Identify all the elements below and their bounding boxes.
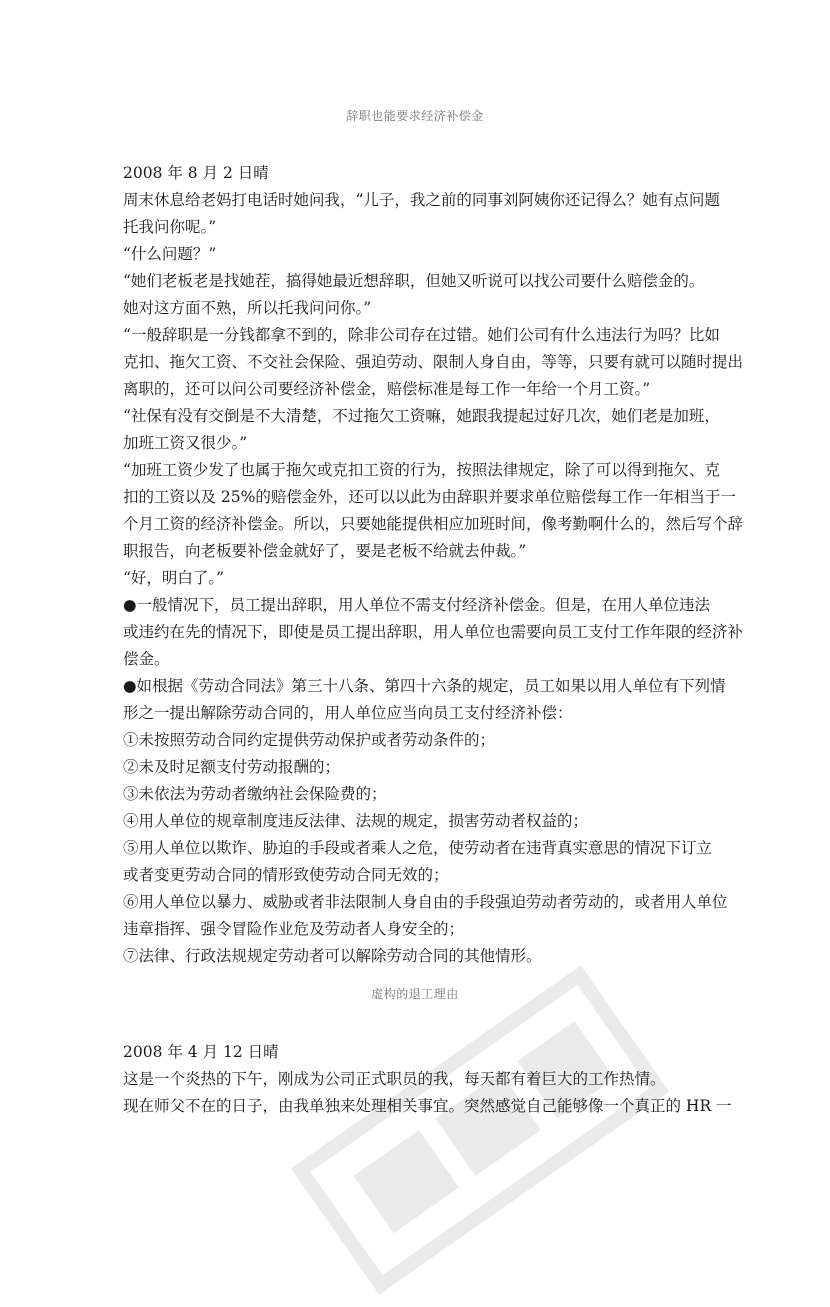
body-paragraph: 现在师父不在的日子，由我单独来处理相关事宜。突然感觉自己能够像一个真正的 HR 一 bbox=[123, 1097, 732, 1115]
entry-date: 2008 年 4 月 12 日晴 bbox=[123, 1043, 279, 1061]
list-item: ③未依法为劳动者缴纳社会保险费的； bbox=[123, 785, 387, 803]
dialogue-paragraph: 周末休息给老妈打电话时她问我，“儿子，我之前的同事刘阿姨你还记得么？她有点问题 托我问你呢。” bbox=[123, 191, 720, 236]
dialogue-paragraph: “一般辞职是一分钱都拿不到的，除非公司存在过错。她们公司有什么违法行为吗？比如 克扣、拖欠工资、不交社会保险、强迫劳动、限制人身自由，等等，只要有就可以随时提出 离职的，还可以问公司要经济补偿金，赔偿标准是每工作一年给一个月工资。” bbox=[123, 326, 744, 398]
list-item: ①未按照劳动合同约定提供劳动保护或者劳动条件的； bbox=[123, 731, 496, 749]
bullet-paragraph: ●一般情况下，员工提出辞职，用人单位不需支付经济补偿金。但是，在用人单位违法 或违约在先的情况下，即使是员工提出辞职，用人单位也需要向员工支付工作年限的经济补 偿金。 bbox=[123, 596, 744, 668]
dialogue-paragraph: “什么问题？” bbox=[123, 245, 217, 263]
body-paragraph: 这是一个炎热的下午，刚成为公司正式职员的我，每天都有着巨大的工作热情。 bbox=[123, 1070, 666, 1088]
dialogue-paragraph: “加班工资少发了也属于拖欠或克扣工资的行为，按照法律规定，除了可以得到拖欠、克 扣的工资以及 25%的赔偿金外，还可以以此为由辞职并要求单位赔偿每工作一年相当于一 个月工资的经济补偿金。所以，只要她能提供相应加班时间，像考勤啊什么的，然后写个辞 职报告，向老板要补偿金就好了，要是老板不给就去仲裁。” bbox=[123, 461, 744, 560]
bullet-paragraph: ●如根据《劳动合同法》第三十八条、第四十六条的规定，员工如果以用人单位有下列情 形之一提出解除劳动合同的，用人单位应当向员工支付经济补偿： bbox=[123, 677, 726, 722]
dialogue-paragraph: “她们老板老是找她茬，搞得她最近想辞职，但她又听说可以找公司要什么赔偿金的。 她对这方面不熟，所以托我问问你。” bbox=[123, 272, 705, 317]
section-title: 辞职也能要求经济补偿金 bbox=[346, 109, 484, 123]
list-item: ⑤用人单位以欺诈、胁迫的手段或者乘人之危，使劳动者在违背真实意思的情况下订立 或者变更劳动合同的情形致使劳动合同无效的； bbox=[123, 839, 713, 884]
list-item: ⑥用人单位以暴力、威胁或者非法限制人身自由的手段强迫劳动者劳动的，或者用人单位 违章指挥、强令冒险作业危及劳动者人身安全的； bbox=[123, 893, 728, 938]
dialogue-paragraph: “好，明白了。” bbox=[123, 569, 225, 587]
list-item: ②未及时足额支付劳动报酬的； bbox=[123, 758, 341, 776]
section-title: 虚构的退工理由 bbox=[371, 987, 459, 1001]
watermark-logo bbox=[281, 953, 679, 1307]
list-item: ⑦法律、行政法规规定劳动者可以解除劳动合同的其他情形。 bbox=[123, 947, 542, 965]
list-item: ④用人单位的规章制度违反法律、法规的规定，损害劳动者权益的； bbox=[123, 812, 589, 830]
entry-date: 2008 年 8 月 2 日晴 bbox=[123, 164, 269, 182]
dialogue-paragraph: “社保有没有交倒是不大清楚，不过拖欠工资嘛，她跟我提起过好几次，她们老是加班， 加班工资又很少。” bbox=[123, 407, 720, 452]
